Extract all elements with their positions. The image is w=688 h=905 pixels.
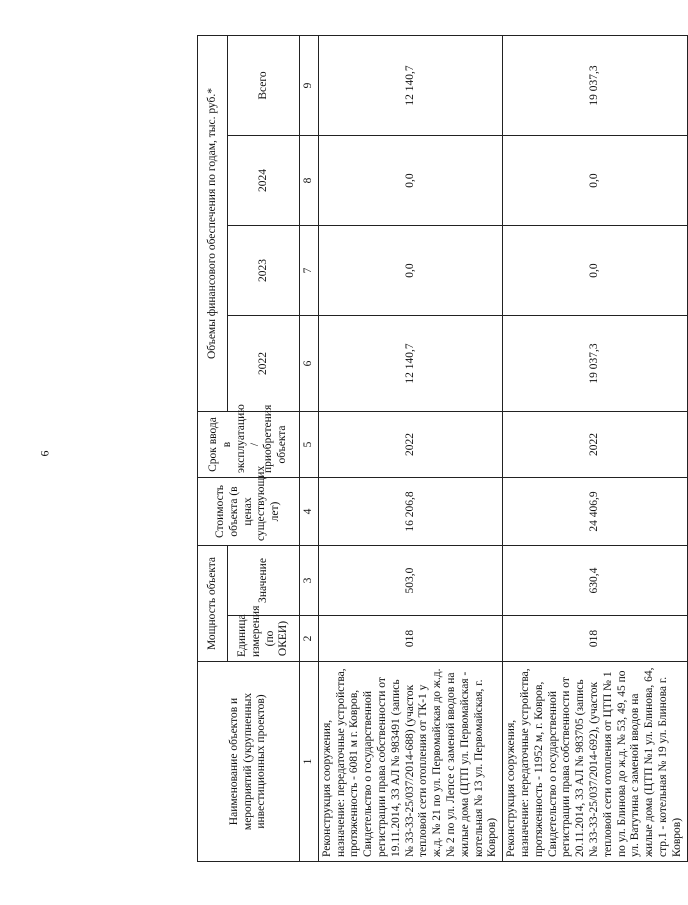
- col-number: 9: [300, 36, 319, 136]
- table-row: [503, 36, 687, 862]
- row-cost: 24 406,9: [503, 478, 687, 546]
- col-number: 7: [300, 226, 319, 316]
- row-2022: 12 140,7: [318, 316, 502, 412]
- header-name: Наименование объектов и мероприятий (укрупненных инвестиционных проектов): [198, 662, 300, 862]
- page-number: 6: [37, 450, 52, 457]
- row-value: 503,0: [318, 546, 502, 616]
- header-cost: Стоимость объекта (в ценах существующих лет): [198, 478, 300, 546]
- header-value: Значение: [228, 546, 300, 616]
- header-capacity: Мощность объекта: [198, 546, 228, 662]
- row-total: 19 037,3: [503, 36, 687, 136]
- col-number: 1: [300, 662, 319, 862]
- row-unit: 018: [318, 616, 502, 662]
- col-number: 3: [300, 546, 319, 616]
- header-2023: 2023: [228, 226, 300, 316]
- row-name: Реконструкция сооружения, назначение: передаточные устройства, протяженность - 11952 м, г. Ковров, Свидетельство о государственной регистрации права собственности от 20.11.2014, 33 АЛ № 983705 (запись № 33-33-25/037/2014-692), (участок тепловой сети отопления от ЦТП № 1 по ул. Блинова до ж.д. № 53, 49, 45 по ул. Ватутина с заменой вводов на жилые дома (ЦТП №1 ул. Блинова, 64, стр.1 - котельная № 19 ул. Блинова г. Ковров): [503, 662, 687, 862]
- row-value: 630,4: [503, 546, 687, 616]
- col-number: 8: [300, 136, 319, 226]
- col-number: 6: [300, 316, 319, 412]
- rotated-table-container: [197, 36, 683, 862]
- header-term: Срок ввода в эксплуатацию / приобретения объекта: [198, 412, 300, 478]
- row-2023: 0,0: [503, 226, 687, 316]
- row-unit: 018: [503, 616, 687, 662]
- row-term: 2022: [503, 412, 687, 478]
- table-row: [318, 36, 502, 862]
- header-total: Всего: [228, 36, 300, 136]
- column-numbers-row: [300, 36, 319, 862]
- row-term: 2022: [318, 412, 502, 478]
- row-total: 12 140,7: [318, 36, 502, 136]
- row-2023: 0,0: [318, 226, 502, 316]
- header-2024: 2024: [228, 136, 300, 226]
- row-name: Реконструкция сооружения, назначение: передаточные устройства, протяженность - 6081 м г. Ковров, Свидетельство о государственной регистрации права собственности от 19.11.2014, 33 АЛ № 983491 (запись № 33-33-25/037/2014-688) (участок тепловой сети отопления от ТК-1 у ж.д. № 21 по ул. Первомайская до ж.д. № 2 по ул. Лепсе с заменой вводов на жилые дома (ЦТП ул. Первомайская - котельная № 13 ул. Первомайская, г. Ковров): [318, 662, 502, 862]
- header-unit: Единица измерения (по ОКЕИ): [228, 616, 300, 662]
- row-2024: 0,0: [503, 136, 687, 226]
- funding-table: [197, 35, 688, 862]
- col-number: 5: [300, 412, 319, 478]
- header-2022: 2022: [228, 316, 300, 412]
- row-cost: 16 206,8: [318, 478, 502, 546]
- col-number: 4: [300, 478, 319, 546]
- header-funding: Объемы финансового обеспечения по годам, тыс. руб.*: [198, 36, 228, 412]
- row-2022: 19 037,3: [503, 316, 687, 412]
- col-number: 2: [300, 616, 319, 662]
- row-2024: 0,0: [318, 136, 502, 226]
